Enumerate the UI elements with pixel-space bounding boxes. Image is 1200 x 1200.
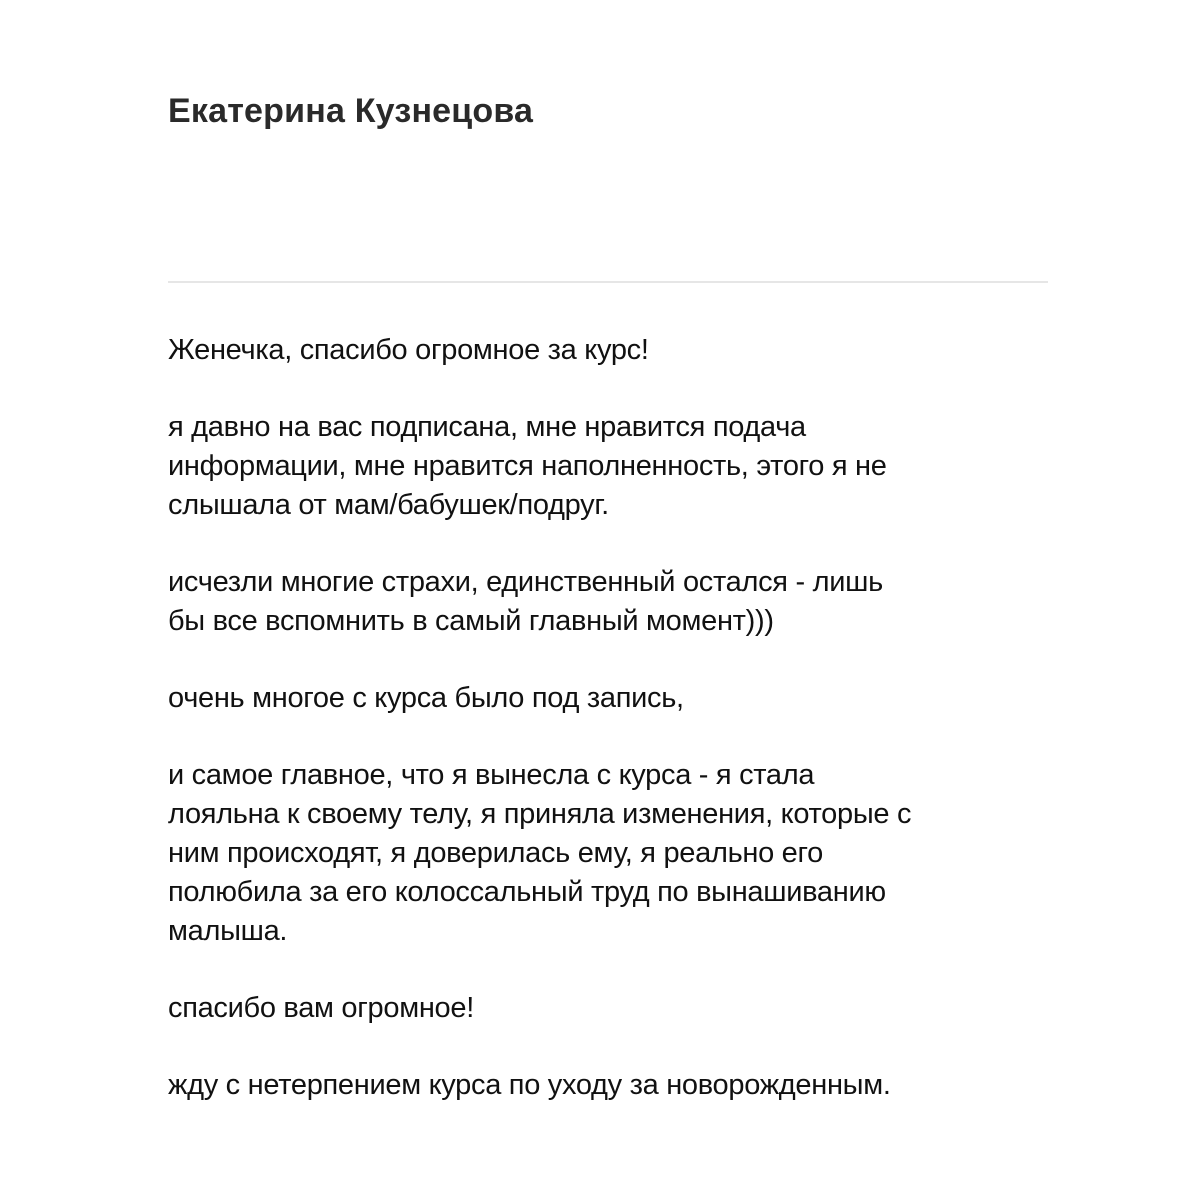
message-paragraph-closing [168, 1066, 1068, 1105]
message-line: информации, мне нравится наполненность, этого я не [168, 450, 887, 482]
message-paragraph-thanks [168, 989, 1068, 1028]
message-line: очень многое с курса было под запись, [168, 682, 684, 714]
message-line: и самое главное, что я вынесла с курса - я стала [168, 759, 815, 791]
message-line: лояльна к своему телу, я приняла изменения, которые с [168, 798, 912, 830]
message-paragraph-notes [168, 679, 1068, 718]
author-name: Екатерина Кузнецова [168, 92, 534, 130]
message-line: бы все вспомнить в самый главный момент))) [168, 605, 774, 637]
divider [168, 281, 1048, 283]
message-line: слышала от мам/бабушек/подруг. [168, 489, 609, 521]
message-greeting [168, 331, 1068, 370]
message-body [168, 331, 1068, 1105]
message-line: исчезли многие страхи, единственный остался - лишь [168, 566, 883, 598]
message-line: ним происходят, я доверилась ему, я реально его [168, 837, 823, 869]
message-line: спасибо вам огромное! [168, 992, 474, 1024]
message-line: полюбила за его колоссальный труд по вынашиванию [168, 876, 886, 908]
message-line: я давно на вас подписана, мне нравится подача [168, 411, 806, 443]
message-paragraph-main [168, 756, 1068, 951]
message-paragraph-fears [168, 563, 1068, 641]
message-line: малыша. [168, 915, 288, 947]
message-paragraph-subscribed [168, 408, 1068, 525]
message-line: Женечка, спасибо огромное за курс! [168, 334, 649, 366]
message-line: жду с нетерпением курса по уходу за новорожденным. [168, 1069, 891, 1101]
